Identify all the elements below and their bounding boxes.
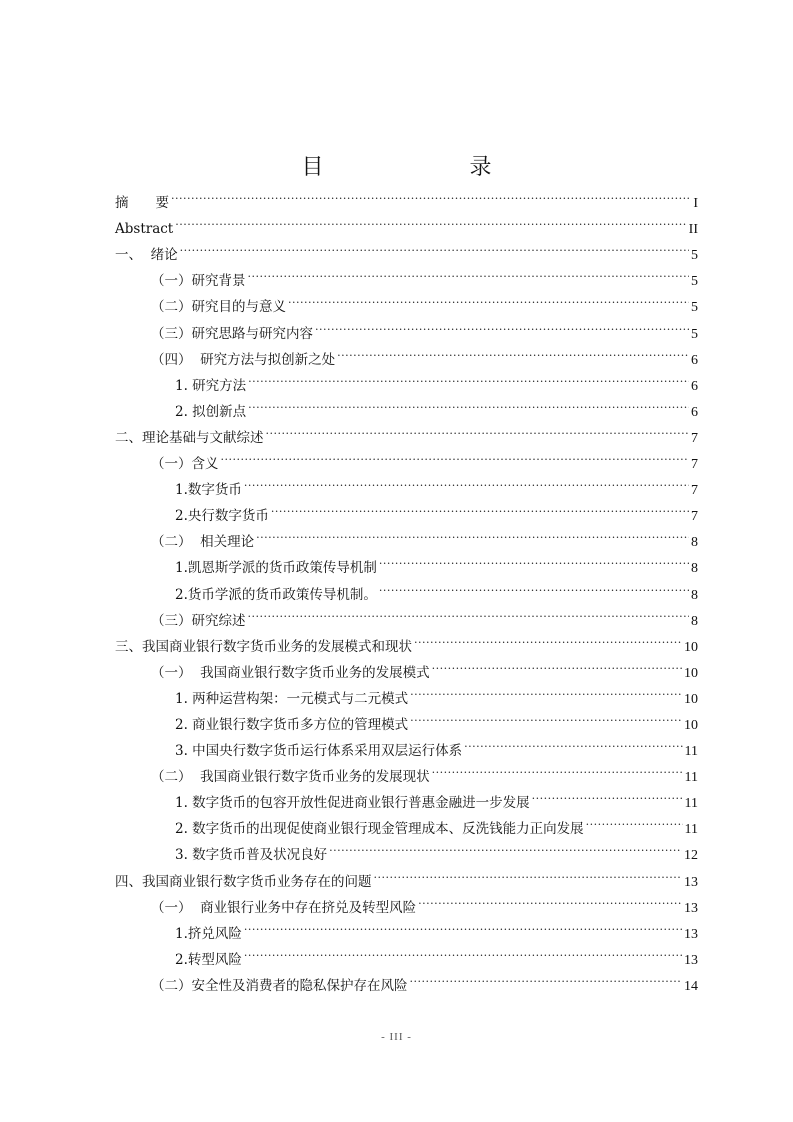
toc-entry-page: 11 (684, 796, 698, 812)
toc-entry-title: （二）研究目的与意义 (151, 299, 286, 316)
toc-entry-title: （一） 商业银行业务中存在挤兑及转型风险 (151, 899, 417, 916)
toc-entry[interactable] (115, 207, 698, 238)
toc-entry-page: 11 (684, 770, 698, 786)
toc-dot-leader (244, 938, 682, 964)
toc-dot-leader (374, 859, 683, 885)
toc-dot-leader (432, 651, 682, 677)
toc-dot-leader (244, 912, 682, 938)
toc-entry-page: 10 (684, 639, 698, 655)
toc-entry-page: 11 (684, 744, 698, 760)
toc-entry-title: 3. 中国央行数字货币运行体系采用双层运行体系 (175, 743, 463, 760)
toc-entry-page: 6 (691, 404, 698, 420)
toc-dot-leader (432, 755, 683, 781)
toc-entry-page: 6 (691, 378, 698, 394)
toc-entry-title: 1.凯恩斯学派的货币政策传导机制 (175, 560, 377, 577)
toc-entry-title: 1. 两种运营构架：一元模式与二元模式 (175, 690, 409, 707)
toc-entry-title: 1.挤兑风险 (175, 925, 242, 942)
toc-entry-title: （一）含义 (151, 456, 219, 473)
toc-entry-page: 13 (684, 874, 698, 890)
toc-dot-leader (532, 781, 683, 807)
toc-entry-page: 13 (684, 952, 698, 968)
toc-dot-leader (414, 625, 682, 651)
toc-entry-title: 2. 拟创新点 (175, 403, 247, 420)
toc-entry-page: I (693, 196, 698, 212)
toc-entry-title: （二） 我国商业银行数字货币业务的发展现状 (151, 769, 430, 786)
toc-entry-title: 一、 绪论 (115, 247, 178, 264)
toc-entry-title: 2. 商业银行数字货币多方位的管理模式 (175, 716, 409, 733)
page-title: 目 录 (301, 155, 526, 180)
toc-entry-page: 10 (684, 665, 698, 681)
toc-dot-leader (410, 964, 683, 990)
toc-entry-title: （一） 我国商业银行数字货币业务的发展模式 (151, 664, 430, 681)
toc-entry-title: （四） 研究方法与拟创新之处 (151, 351, 336, 368)
toc-dot-leader (266, 416, 690, 442)
toc-dot-leader (410, 703, 682, 729)
toc-entry-page: 5 (691, 326, 698, 342)
toc-dot-leader (329, 833, 682, 859)
toc-entry-page: II (688, 222, 698, 238)
toc-entry-title: 2.转型风险 (175, 951, 242, 968)
toc-dot-leader (586, 807, 683, 833)
toc-entry-title: 2.央行数字货币 (175, 508, 269, 525)
toc-dot-leader (315, 311, 689, 337)
toc-entry-title: 二、理论基础与文献综述 (115, 429, 264, 446)
toc-entry-page: 14 (684, 978, 698, 994)
toc-entry-page: 8 (691, 613, 698, 629)
toc-dot-leader (379, 546, 689, 572)
toc-entry[interactable] (115, 233, 698, 264)
toc-dot-leader (379, 572, 689, 598)
toc-entry-page: 11 (684, 822, 698, 838)
toc-entry-page: 5 (691, 300, 698, 316)
toc-dot-leader (248, 364, 689, 390)
toc-dot-leader (248, 259, 690, 285)
toc-entry[interactable] (115, 181, 698, 212)
toc-entry-page: 8 (691, 561, 698, 577)
toc-entry-title: （一）研究背景 (151, 273, 246, 290)
toc-entry-page: 7 (691, 430, 698, 446)
toc-entry-title: 1.数字货币 (175, 482, 242, 499)
toc-entry-title: （三）研究思路与研究内容 (151, 325, 313, 342)
toc-entry-page: 13 (684, 926, 698, 942)
toc-entry-page: 5 (691, 274, 698, 290)
toc-entry-page: 7 (691, 457, 698, 473)
toc-entry-page: 8 (691, 535, 698, 551)
toc-entry-title: 1. 研究方法 (175, 377, 247, 394)
toc-entry-page: 7 (691, 509, 698, 525)
toc-entry[interactable] (115, 259, 698, 290)
toc-entry-page: 10 (684, 691, 698, 707)
toc-entry-page: 8 (691, 587, 698, 603)
toc-dot-leader (418, 886, 682, 912)
toc-entry-page: 7 (691, 483, 698, 499)
toc-dot-leader (248, 599, 690, 625)
toc-dot-leader (271, 494, 689, 520)
toc-entry-title: 摘 要 (115, 195, 169, 212)
toc-entry-title: （二） 相关理论 (151, 534, 255, 551)
toc-dot-leader (171, 181, 691, 207)
toc-entry-title: （三）研究综述 (151, 612, 246, 629)
toc-entry-page: 5 (691, 248, 698, 264)
page-number-footer: - III - (381, 1031, 412, 1043)
toc-dot-leader (244, 468, 689, 494)
toc-entry-title: 3. 数字货币普及状况良好 (175, 847, 328, 864)
toc-entry-page: 6 (691, 352, 698, 368)
toc-dot-leader (221, 442, 690, 468)
toc-entry-title: 四、我国商业银行数字货币业务存在的问题 (115, 873, 372, 890)
toc-dot-leader (175, 207, 686, 233)
toc-entry-page: 10 (684, 717, 698, 733)
toc-dot-leader (337, 338, 689, 364)
toc-dot-leader (410, 677, 682, 703)
toc-entry-title: （二）安全性及消费者的隐私保护存在风险 (151, 977, 408, 994)
toc-dot-leader (288, 285, 689, 311)
toc-entry-title: 2.货币学派的货币政策传导机制。 (175, 586, 377, 603)
toc-dot-leader (464, 729, 682, 755)
toc-entry-title: 三、我国商业银行数字货币业务的发展模式和现状 (115, 638, 412, 655)
toc-entry-title: 1. 数字货币的包容开放性促进商业银行普惠金融进一步发展 (175, 795, 530, 812)
toc-entry-page: 13 (684, 900, 698, 916)
toc-entry-title: 2. 数字货币的出现促使商业银行现金管理成本、反洗钱能力正向发展 (175, 821, 584, 838)
toc-entry-title: Abstract (115, 221, 174, 238)
table-of-contents (115, 181, 698, 994)
toc-dot-leader (256, 520, 689, 546)
toc-dot-leader (248, 390, 689, 416)
toc-entry-page: 12 (684, 848, 698, 864)
toc-dot-leader (180, 233, 689, 259)
